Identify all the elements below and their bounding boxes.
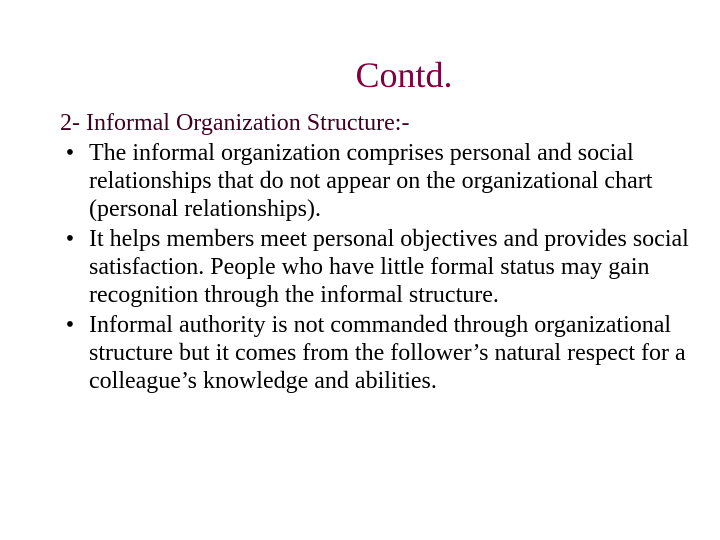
bullet-point-icon: • — [65, 312, 75, 338]
bullet-item — [60, 225, 690, 309]
bullet-point-icon: • — [65, 140, 75, 166]
slide-title-text: Contd. — [355, 55, 453, 95]
section-subheading: 2- Informal Organization Structure:- — [60, 110, 410, 136]
bullet-text: Informal authority is not commanded through organizational structure but it comes from the follower’s natural respect for a colleague’s knowledge and abilities. — [89, 312, 686, 394]
bullet-list — [60, 139, 690, 395]
slide-body — [60, 109, 690, 395]
bullet-text: It helps members meet personal objectives and provides social satisfaction. People who have little formal status may gain recognition through the informal structure. — [89, 226, 689, 308]
bullet-item — [60, 139, 690, 223]
bullet-item — [60, 311, 690, 395]
bullet-point-icon: • — [65, 226, 75, 252]
slide-title — [0, 53, 720, 97]
bullet-text: The informal organization comprises personal and social relationships that do not appear on the organizational chart (personal relationships). — [89, 140, 653, 222]
